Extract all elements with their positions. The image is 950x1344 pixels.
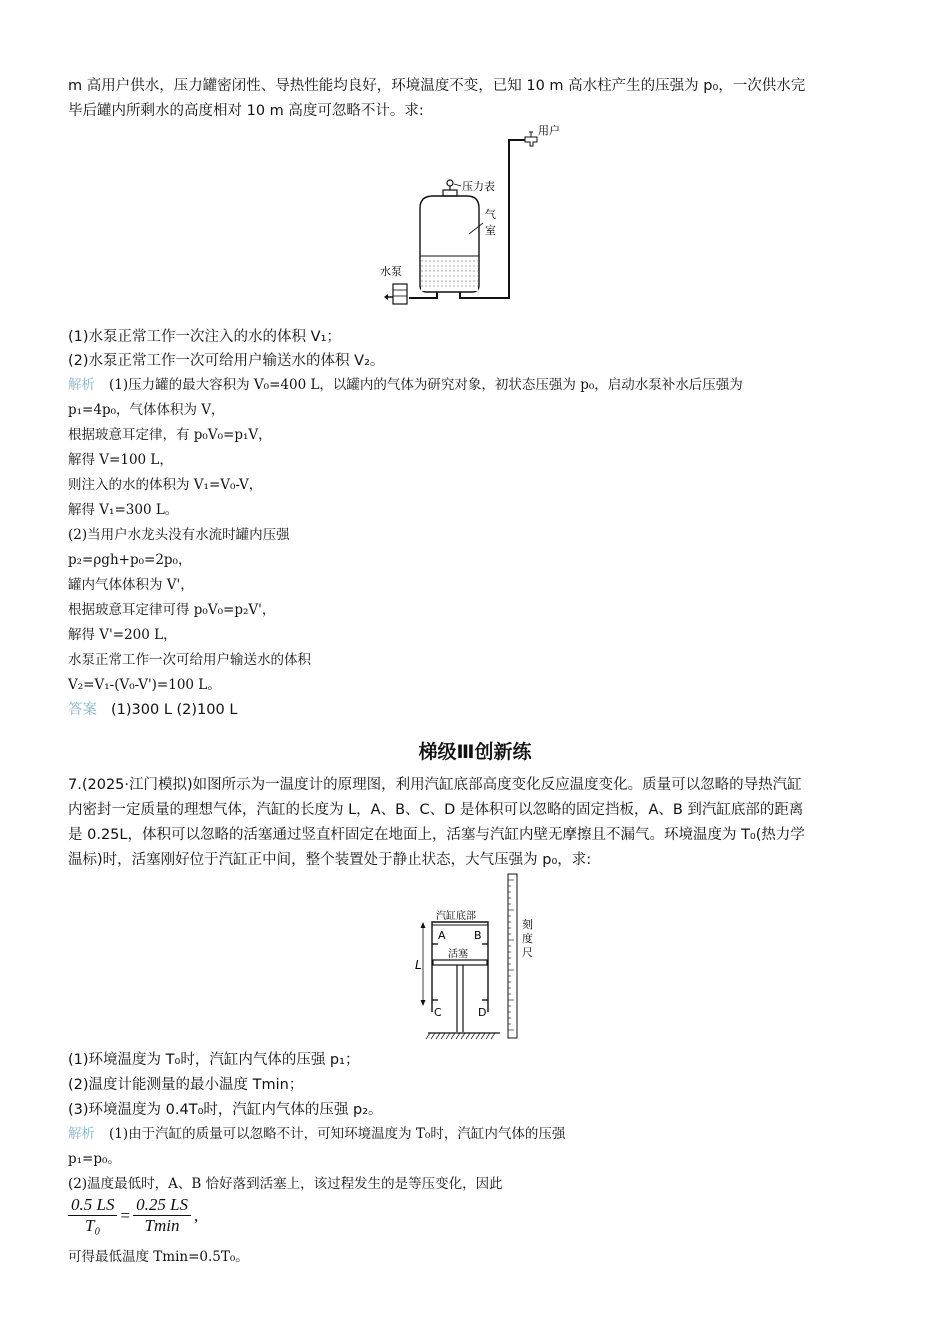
- line-text: (1)环境温度为 T₀时，汽缸内气体的压强 p₁；: [68, 1052, 360, 1068]
- text-line: [68, 425, 272, 445]
- line-text: (1)压力罐的最大容积为 V₀=400 L，以罐内的气体为研究对象，初状态压强为 p₀，启动水泵补水后压强为: [109, 377, 743, 393]
- line-text: 则注入的水的体积为 V₁=V₀-V，: [68, 477, 263, 493]
- line-text: (2)温度计能测量的最小温度 Tmin；: [68, 1077, 304, 1093]
- text-line: [68, 1100, 383, 1120]
- gauge-icon: [447, 180, 453, 186]
- line-text: 内密封一定质量的理想气体，汽缸的长度为 L，A、B、C、D 是体积可以忽略的固定挡板，A、B 到汽缸底部的距离: [68, 802, 804, 818]
- text-line: [68, 825, 805, 845]
- line-text: (3)环境温度为 0.4T₀时，汽缸内气体的压强 p₂。: [68, 1102, 383, 1118]
- line-text: 罐内气体体积为 V'，: [68, 577, 194, 593]
- text-line: [68, 400, 225, 420]
- section-tag: 答案: [68, 702, 97, 718]
- line-text: (2)水泵正常工作一次可给用户输送水的体积 V₂。: [68, 353, 385, 369]
- text-line: [68, 375, 743, 395]
- text-line: [68, 525, 290, 545]
- pressure-tank-figure: [375, 120, 575, 310]
- length-label: L: [415, 958, 422, 972]
- line-text: (1)300 L (2)100 L: [111, 702, 238, 718]
- line-text: m 高用户供水，压力罐密闭性、导热性能均良好，环境温度不变，已知 10 m 高水柱产生的压强为 p₀，一次供水完: [68, 78, 806, 94]
- text-line: [68, 1050, 359, 1070]
- text-line: [68, 1124, 565, 1144]
- text-line: [68, 625, 177, 645]
- line-text: 解得 V₁=300 L。: [68, 502, 179, 518]
- text-line: [68, 101, 424, 121]
- line-text: 水泵正常工作一次可给用户输送水的体积: [68, 652, 311, 668]
- text-line: [68, 76, 805, 96]
- stop-c-label: C: [434, 1006, 442, 1019]
- gas-label-1: 气: [485, 208, 496, 221]
- line-text: 解得 V'=200 L，: [68, 627, 177, 643]
- line-text: p₂=ρgh+p₀=2p₀，: [68, 552, 192, 568]
- text-line: [68, 1247, 249, 1267]
- line-text: 可得最低温度 Tmin=0.5T₀。: [68, 1249, 249, 1265]
- gas-label-2: 室: [485, 224, 496, 237]
- fraction-1-denominator: T₀: [85, 1216, 101, 1235]
- text-line: [68, 1174, 503, 1194]
- text-line: [68, 675, 221, 695]
- text-line: [68, 850, 591, 870]
- line-text: p₁=4p₀，气体体积为 V，: [68, 402, 225, 418]
- water-pump-icon: [393, 284, 407, 304]
- ruler-label-1: 刻: [522, 918, 533, 931]
- pump-label: 水泵: [380, 265, 402, 278]
- stop-d-label: D: [478, 1006, 487, 1019]
- cylinder-thermometer-figure: [412, 870, 552, 1042]
- text-line: [68, 775, 802, 795]
- piston-label: 活塞: [448, 949, 468, 960]
- text-line: [68, 550, 191, 570]
- text-line: [68, 650, 311, 670]
- line-text: V₂=V₁-(V₀-V')=100 L。: [68, 677, 221, 693]
- text-line: [68, 500, 178, 520]
- equals-sign: =: [120, 1205, 131, 1225]
- stop-b-label: B: [474, 929, 482, 942]
- section-tag: 解析: [68, 377, 95, 393]
- line-text: 根据玻意耳定律，有 p₀V₀=p₁V，: [68, 427, 272, 443]
- formula-comma: ,: [194, 1205, 199, 1225]
- fraction-2-numerator: 0.25 LS: [133, 1195, 191, 1216]
- fraction-2-denominator: Tmin: [144, 1216, 180, 1235]
- gauge-label: 压力表: [462, 180, 495, 193]
- ruler-label-3: 尺: [522, 946, 533, 959]
- faucet-icon: [525, 137, 537, 146]
- line-text: 解得 V=100 L，: [68, 452, 173, 468]
- isobaric-formula: [68, 1195, 201, 1236]
- stop-a-label: A: [438, 929, 446, 942]
- section-tag: 解析: [68, 1126, 95, 1142]
- text-line: [68, 1075, 303, 1095]
- text-line: [68, 351, 384, 371]
- text-line: [68, 450, 173, 470]
- ruler-label-2: 度: [522, 932, 533, 945]
- text-line: [68, 600, 275, 620]
- line-text: 7.(2025·江门模拟)如图所示为一温度计的原理图，利用汽缸底部高度变化反应温度变化。质量可以忽略的导热汽缸: [68, 777, 802, 793]
- line-text: p₁=p₀。: [68, 1151, 121, 1167]
- text-line: [68, 327, 341, 347]
- line-text: (1)水泵正常工作一次注入的水的体积 V₁；: [68, 329, 341, 345]
- line-text: 温标)时，活塞刚好位于汽缸正中间，整个装置处于静止状态，大气压强为 p₀，求:: [68, 852, 592, 868]
- line-text: 是 0.25L，体积可以忽略的活塞通过竖直杆固定在地面上，活塞与汽缸内壁无摩擦且不漏气。环境温度为 T₀(热力学: [68, 827, 805, 843]
- text-line: [68, 700, 237, 720]
- scale-ruler: [508, 874, 517, 1038]
- line-text: (1)由于汽缸的质量可以忽略不计，可知环境温度为 T₀时，汽缸内气体的压强: [109, 1126, 566, 1142]
- cylinder-bottom-label: 汽缸底部: [436, 911, 476, 922]
- line-text: 根据玻意耳定律可得 p₀V₀=p₂V'，: [68, 602, 276, 618]
- line-text: (2)当用户水龙头没有水流时罐内压强: [68, 527, 290, 543]
- inlet-pipe: [409, 292, 437, 298]
- line-text: (2)温度最低时，A、B 恰好落到活塞上，该过程发生的是等压变化，因此: [68, 1176, 503, 1192]
- text-line: [68, 800, 803, 820]
- fraction-1-numerator: 0.5 LS: [68, 1195, 117, 1216]
- section-heading: 梯级Ⅲ创新练: [418, 741, 532, 763]
- line-text: 毕后罐内所剩水的高度相对 10 m 高度可忽略不计。求:: [68, 103, 424, 119]
- piston: [433, 960, 487, 965]
- text-line: [68, 575, 194, 595]
- text-line: [68, 475, 262, 495]
- user-label: 用户: [538, 124, 560, 137]
- text-line: [68, 1149, 121, 1169]
- tank-neck: [443, 190, 457, 196]
